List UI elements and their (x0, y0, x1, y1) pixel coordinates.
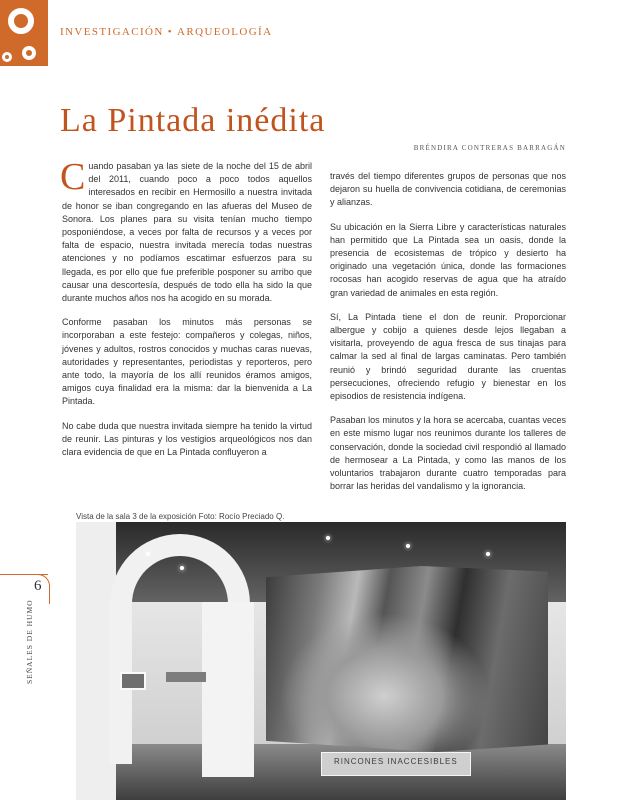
photo-ceiling-lamp (146, 552, 150, 556)
paragraph (60, 156, 312, 305)
photo-ceiling-lamp (486, 552, 490, 556)
logo-small-ring-icon (2, 52, 12, 62)
publication-name: SEÑALES DE HUMO (25, 599, 34, 684)
paragraph: Su ubicación en la Sierra Libre y características naturales han permitido que La Pintada sea un oasis, donde la presencia de ecosistemas de trópico y desierto ha originado una vegetación única, donde las formaciones rocosas han acogido reservas de agua que ha atraído gran variedad de animales en esta región. (330, 221, 566, 298)
paragraph: Conforme pasaban los minutos más personas se incorporaban a este festejo: compañeros y colegas, niños, jóvenes y adultos, rostros conocidos y muchas caras nuevas, autoridades y representantes, periodistas y reporteros, pero ante todo, la mayoría de los allí reunidos éramos amigos, amigos cuya finalidad era la misma: dar la bienvenida a La Pintada. (62, 317, 312, 407)
paragraph: través del tiempo diferentes grupos de personas que nos dejaron su huella de convivencia cotidiana, de ceremonias y alianzas. (330, 171, 566, 208)
right-column (330, 170, 566, 504)
logo-medium-ring-icon (22, 46, 36, 60)
drop-cap: C (60, 156, 86, 198)
section-label: INVESTIGACIÓN (60, 26, 164, 38)
page-number: 6 (34, 578, 42, 594)
photo-small-sign (166, 672, 206, 682)
magazine-logo (0, 0, 48, 66)
subsection-label: ARQUEOLOGÍA (177, 26, 273, 38)
paragraph: Sí, La Pintada tiene el don de reunir. Proporcionar albergue y cobijo a quienes desde lejos llegaban a visitarla, proveyendo de agua fresca de sus tinajas para calmar la sed al final de largas caminatas. Pero también reunió y brindó seguridad durante las cruentas persecuciones, ofreciendo refugio y bienestar en los episodios de resistencia indígena. (330, 311, 566, 402)
article-title: La Pintada inédita (60, 102, 326, 139)
photo-caption: Vista de la sala 3 de la exposición Foto: Rocío Preciado Q. (76, 512, 285, 521)
photo-small-painting (120, 672, 146, 690)
photo-pillar (202, 602, 254, 777)
photo-ceiling-lamp (326, 536, 330, 540)
paragraph: No cabe duda que nuestra invitada siempre ha tenido la virtud de reunir. Las pinturas y los vestigios arqueológicos nos dan clara evidencia de que en La Pintada confluyeron a (62, 420, 312, 458)
photo-ceiling-lamp (180, 566, 184, 570)
left-column (60, 156, 312, 470)
section-header (60, 26, 272, 38)
paragraph: Pasaban los minutos y la hora se acercaba, cuantas veces en este mismo lugar nos reunimos durante los talleres de conservación, donde la sociedad civil respondió al llamado de hermosear a La Pintada, y como las manos de los voluntarios trabajaron durante cuatro temporadas para borrar las heridas del vandalismo y la ignorancia. (330, 415, 566, 492)
exhibition-photo (76, 522, 566, 800)
logo-ring-icon (8, 8, 34, 34)
section-separator: • (167, 26, 174, 38)
photo-canyon-mural (266, 566, 548, 752)
article-author: BRÉNDIRA CONTRERAS BARRAGÁN (413, 144, 566, 152)
photo-ceiling-lamp (406, 544, 410, 548)
paragraph-text: uando pasaban ya las siete de la noche del 15 de abril del 2011, cuando poco a poco todos aquellos interesados en recibir en Hermosillo a nuestra invitada de honor se iban congregando en las afueras del Museo de Sonora. Los planes para su visita tenían mucho tiempo posponiéndose, a veces por falta de recursos y a veces por falta de espacio, nuestra invitada merecía todas nuestras atenciones y no podíamos escatimar esfuerzos para su llegada, es por ello que fue preferible posponer su arribo que causar una descortesía, después de todo ella ha sido la que durante muchos años nos ha acogido en su morada. (62, 161, 312, 304)
photo-plinth-text: RINCONES INACCESIBLES (334, 757, 458, 766)
